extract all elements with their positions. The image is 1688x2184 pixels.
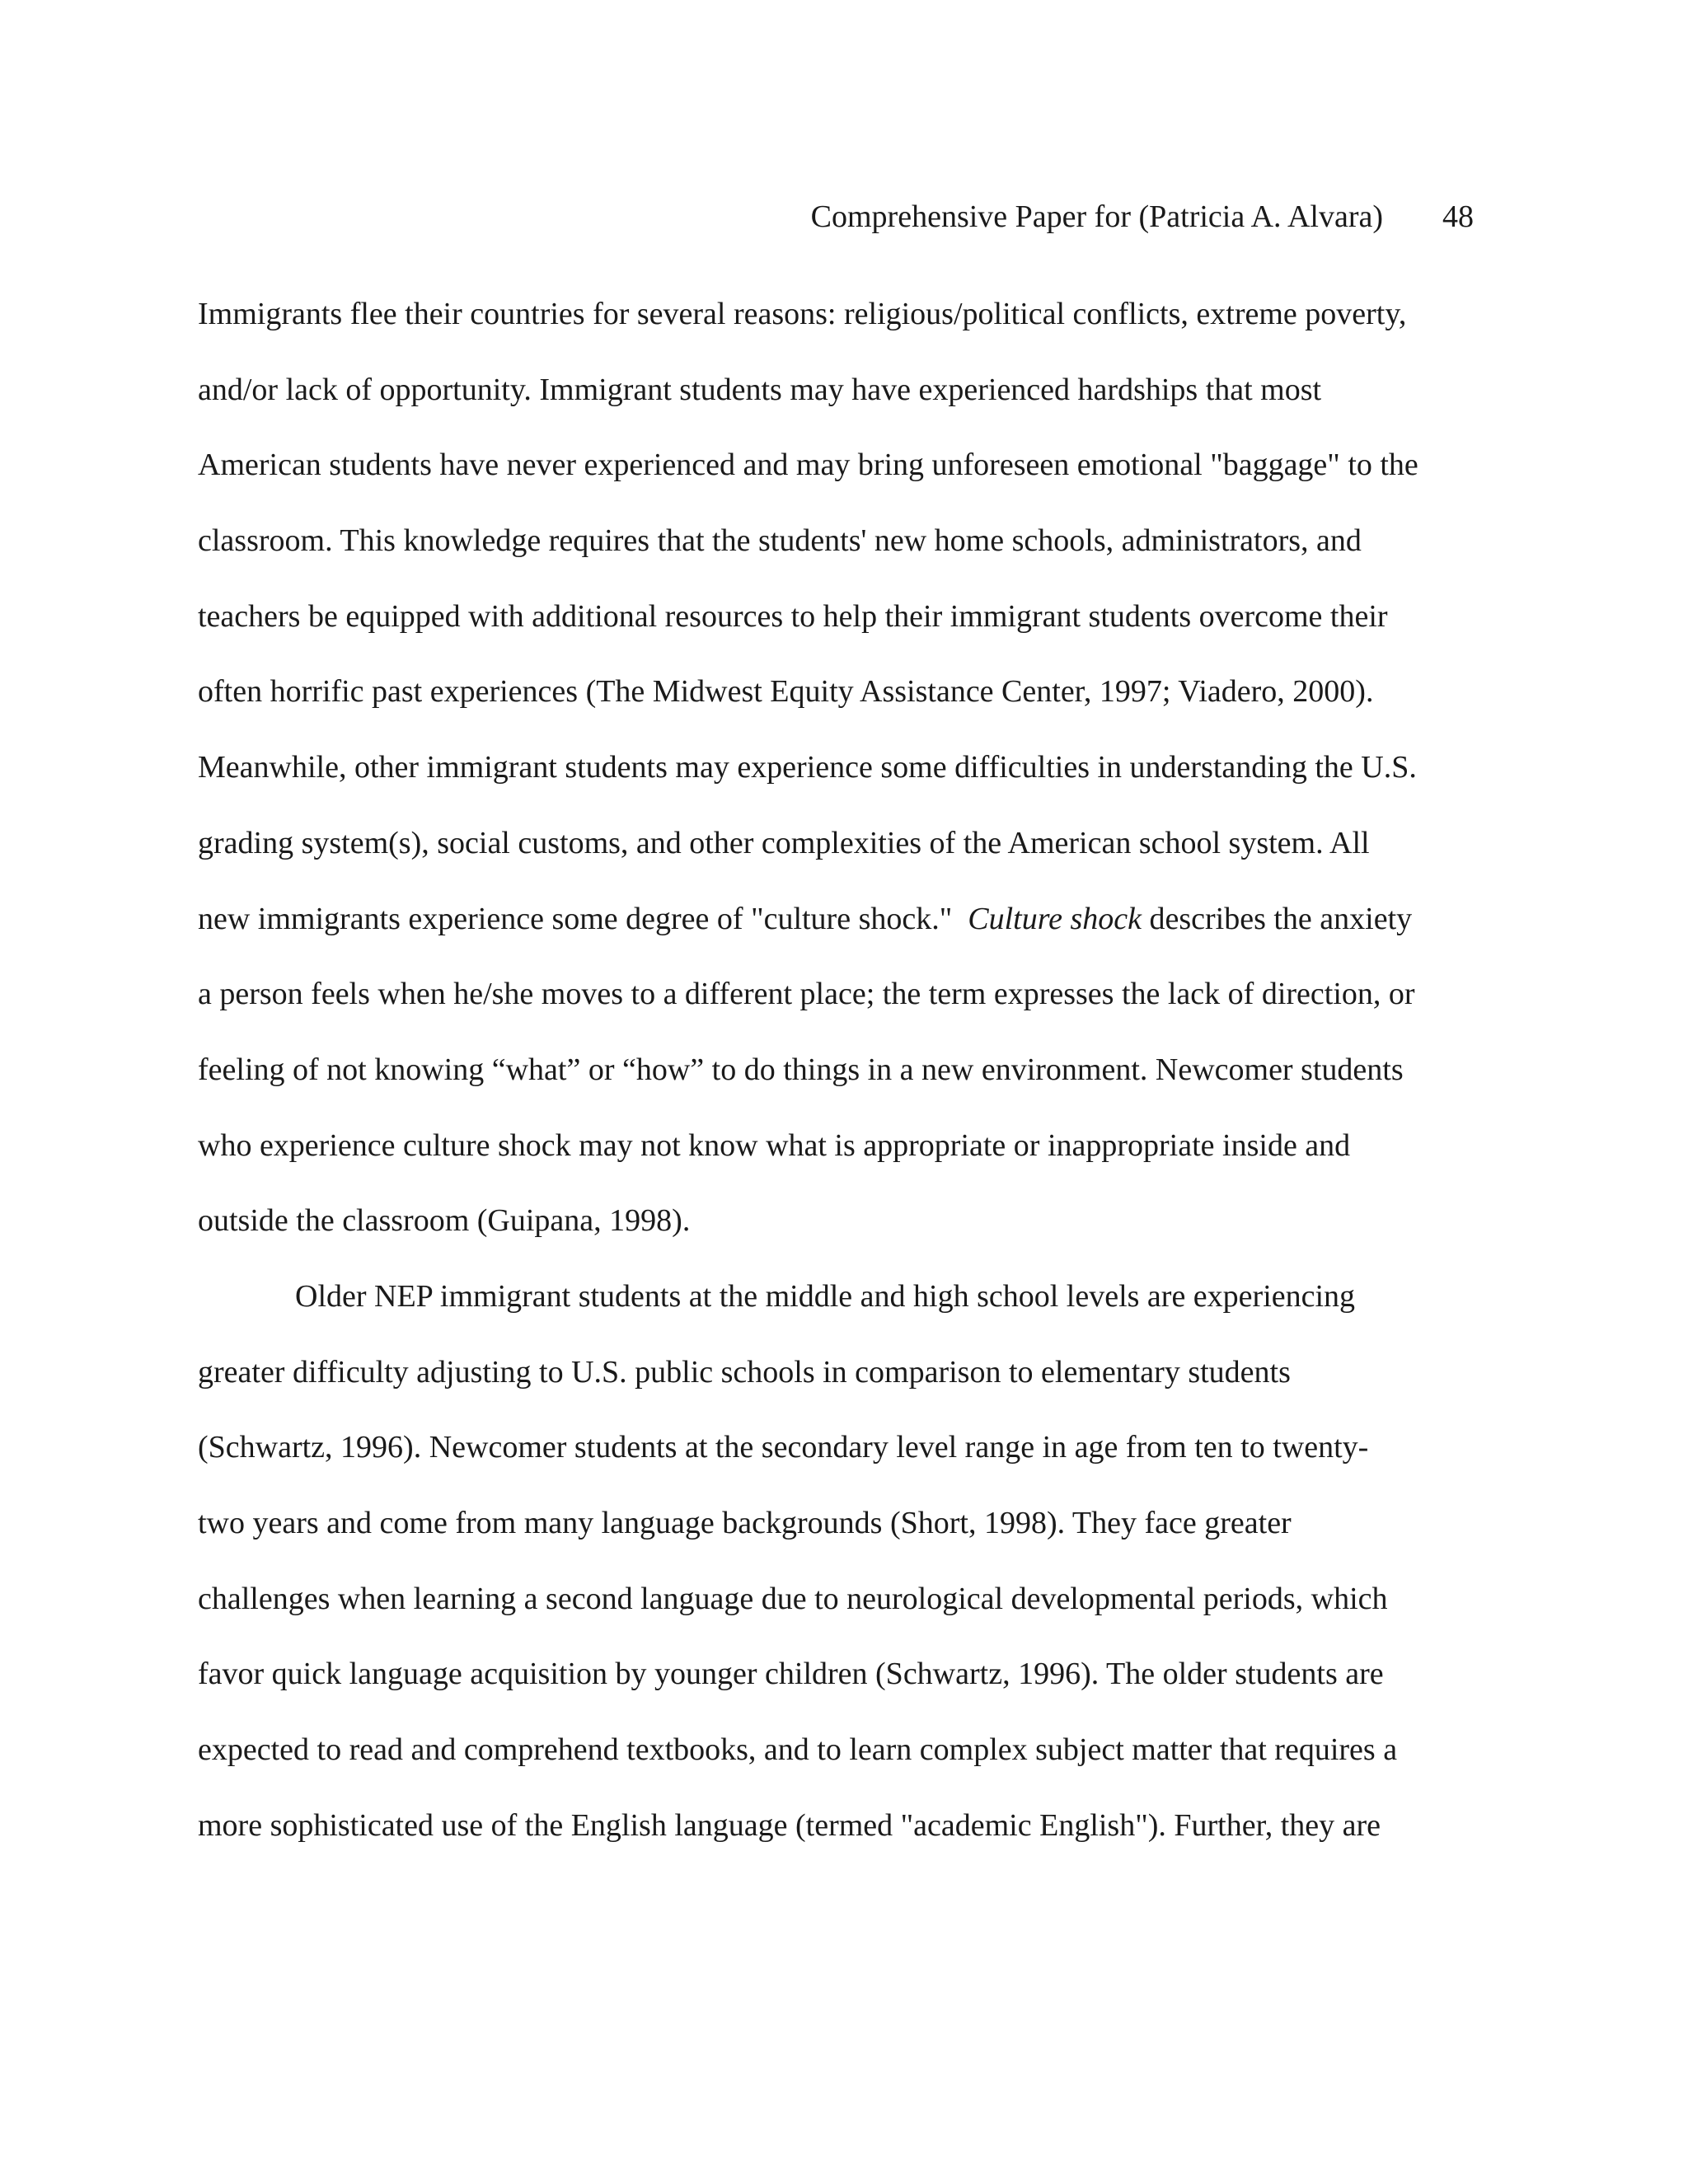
text-line: a person feels when he/she moves to a different place; the term expresses the lack of direction, or <box>198 977 1415 1012</box>
text-line: who experience culture shock may not know what is appropriate or inappropriate inside and <box>198 1127 1351 1163</box>
text-line: challenges when learning a second language due to neurological developmental periods, which <box>198 1581 1388 1616</box>
text-line: favor quick language acquisition by younger children (Schwartz, 1996). The older students are <box>198 1657 1384 1692</box>
line-text: new immigrants experience some degree of "culture shock." <box>198 901 968 936</box>
running-head <box>811 198 1474 236</box>
text-line: outside the classroom (Guipana, 1998). <box>198 1203 691 1239</box>
text-line: often horrific past experiences (The Midwest Equity Assistance Center, 1997; Viadero, 2000). <box>198 674 1374 710</box>
text-line: feeling of not knowing “what” or “how” to do things in a new environment. Newcomer students <box>198 1052 1404 1087</box>
page-number: 48 <box>1442 199 1474 234</box>
text-line: teachers be equipped with additional resources to help their immigrant students overcome their <box>198 598 1388 634</box>
text-line: two years and come from many language backgrounds (Short, 1998). They face greater <box>198 1506 1292 1540</box>
text-line: grading system(s), social customs, and other complexities of the American school system. All <box>198 825 1370 860</box>
text-line: expected to read and comprehend textbooks, and to learn complex subject matter that requires a <box>198 1732 1398 1768</box>
text-line: Immigrants flee their countries for several reasons: religious/political conflicts, extreme poverty, <box>198 297 1407 331</box>
text-line: Older NEP immigrant students at the middle and high school levels are experiencing <box>295 1278 1356 1314</box>
text-line: classroom. This knowledge requires that the students' new home schools, administrators, and <box>198 523 1362 559</box>
text-line: (Schwartz, 1996). Newcomer students at the secondary level range in age from ten to twenty- <box>198 1430 1369 1465</box>
body-text <box>198 295 1550 1882</box>
text-line <box>198 900 1550 976</box>
line-text: describes the anxiety <box>1141 901 1413 936</box>
running-title: Comprehensive Paper for (Patricia A. Alvara) <box>810 199 1383 234</box>
text-line: greater difficulty adjusting to U.S. public schools in comparison to elementary students <box>198 1354 1291 1390</box>
text-line: more sophisticated use of the English language (termed "academic English"). Further, they are <box>198 1807 1381 1843</box>
text-line: Meanwhile, other immigrant students may experience some difficulties in understanding the U.S. <box>198 750 1417 785</box>
italic-term: Culture shock <box>968 901 1142 936</box>
text-line: American students have never experienced and may bring unforeseen emotional "baggage" to the <box>198 448 1418 483</box>
text-line: and/or lack of opportunity. Immigrant students may have experienced hardships that most <box>198 372 1322 407</box>
